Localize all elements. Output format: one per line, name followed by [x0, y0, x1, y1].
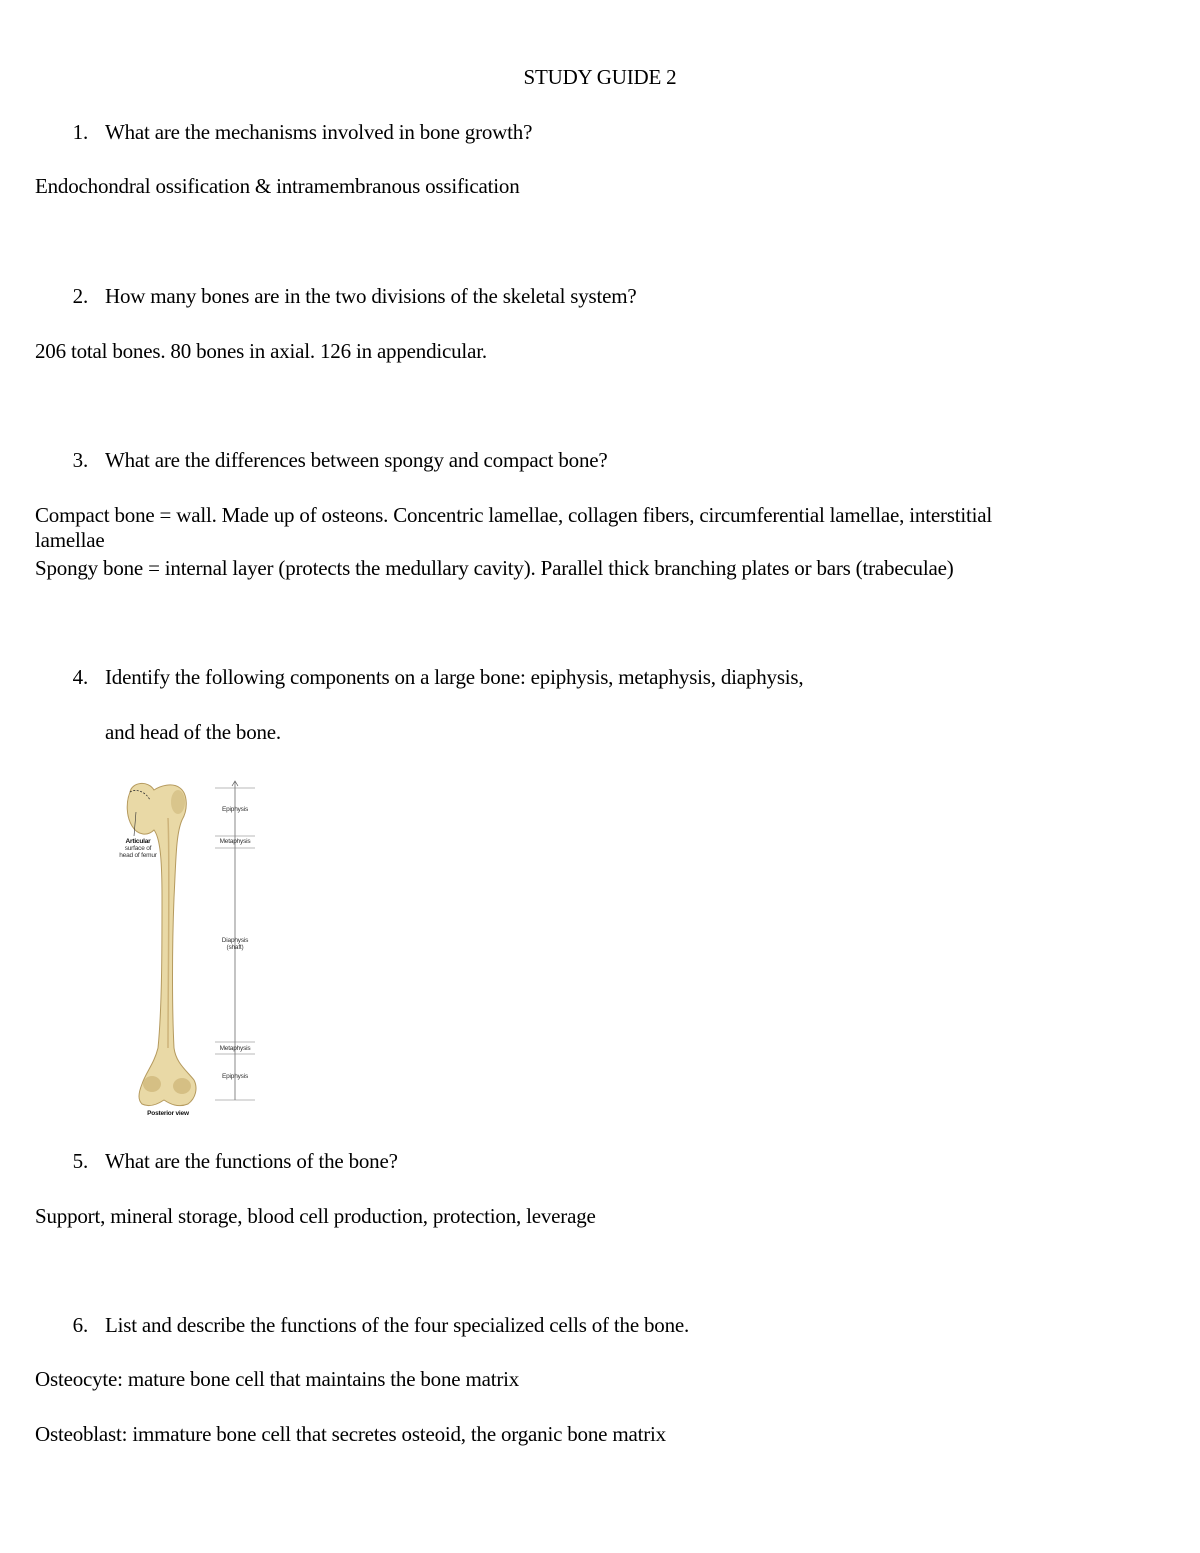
page-title: STUDY GUIDE 2 [523, 65, 677, 89]
label-metaphysis-bottom: Metaphysis [219, 1045, 251, 1052]
articular-label-1: Articular [125, 838, 151, 845]
label-epiphysis-bottom: Epiphysis [221, 1073, 249, 1080]
question-3-text: What are the differences between spongy and compact bone? [105, 448, 608, 472]
question-6-text: List and describe the functions of the four specialized cells of the bone. [105, 1313, 690, 1337]
question-1-number: 1. [72, 120, 88, 144]
question-4-text: Identify the following components on a large bone: epiphysis, metaphysis, diaphysis, [105, 665, 804, 689]
label-epiphysis-top: Epiphysis [221, 806, 249, 813]
question-5-number: 5. [72, 1149, 88, 1173]
label-diaphysis: Diaphysis [221, 937, 249, 944]
answer-1: Endochondral ossification & intramembranous ossification [35, 174, 520, 198]
articular-label-2: surface of [124, 845, 152, 852]
femur-bone [124, 783, 196, 1105]
label-diaphysis-shaft: (shaft) [226, 944, 244, 951]
answer-5: Support, mineral storage, blood cell production, protection, leverage [35, 1204, 596, 1228]
question-2-number: 2. [72, 284, 88, 308]
answer-3-line-2: lamellae [35, 528, 105, 552]
answer-3-line-1: Compact bone = wall. Made up of osteons. Concentric lamellae, collagen fibers, circumferential lamellae, interstitial [35, 503, 993, 527]
answer-6-line-1: Osteocyte: mature bone cell that maintains the bone matrix [35, 1367, 520, 1391]
question-1-text: What are the mechanisms involved in bone growth? [105, 120, 533, 144]
question-3-number: 3. [72, 448, 88, 472]
answer-3-line-3: Spongy bone = internal layer (protects the medullary cavity). Parallel thick branching plates or bars (trabeculae) [35, 556, 954, 580]
question-4-text-continued: and head of the bone. [105, 720, 281, 744]
answer-2: 206 total bones. 80 bones in axial. 126 in appendicular. [35, 339, 487, 363]
question-4-number: 4. [72, 665, 88, 689]
question-2-text: How many bones are in the two divisions of the skeletal system? [105, 284, 637, 308]
label-posterior-view: Posterior view [147, 1110, 189, 1117]
articular-label-3: head of femur [119, 852, 157, 859]
answer-6-line-2: Osteoblast: immature bone cell that secretes osteoid, the organic bone matrix [35, 1422, 666, 1446]
femur-diagram [108, 778, 268, 1123]
question-5-text: What are the functions of the bone? [105, 1149, 398, 1173]
label-metaphysis-top: Metaphysis [219, 838, 251, 845]
question-6-number: 6. [72, 1313, 88, 1337]
